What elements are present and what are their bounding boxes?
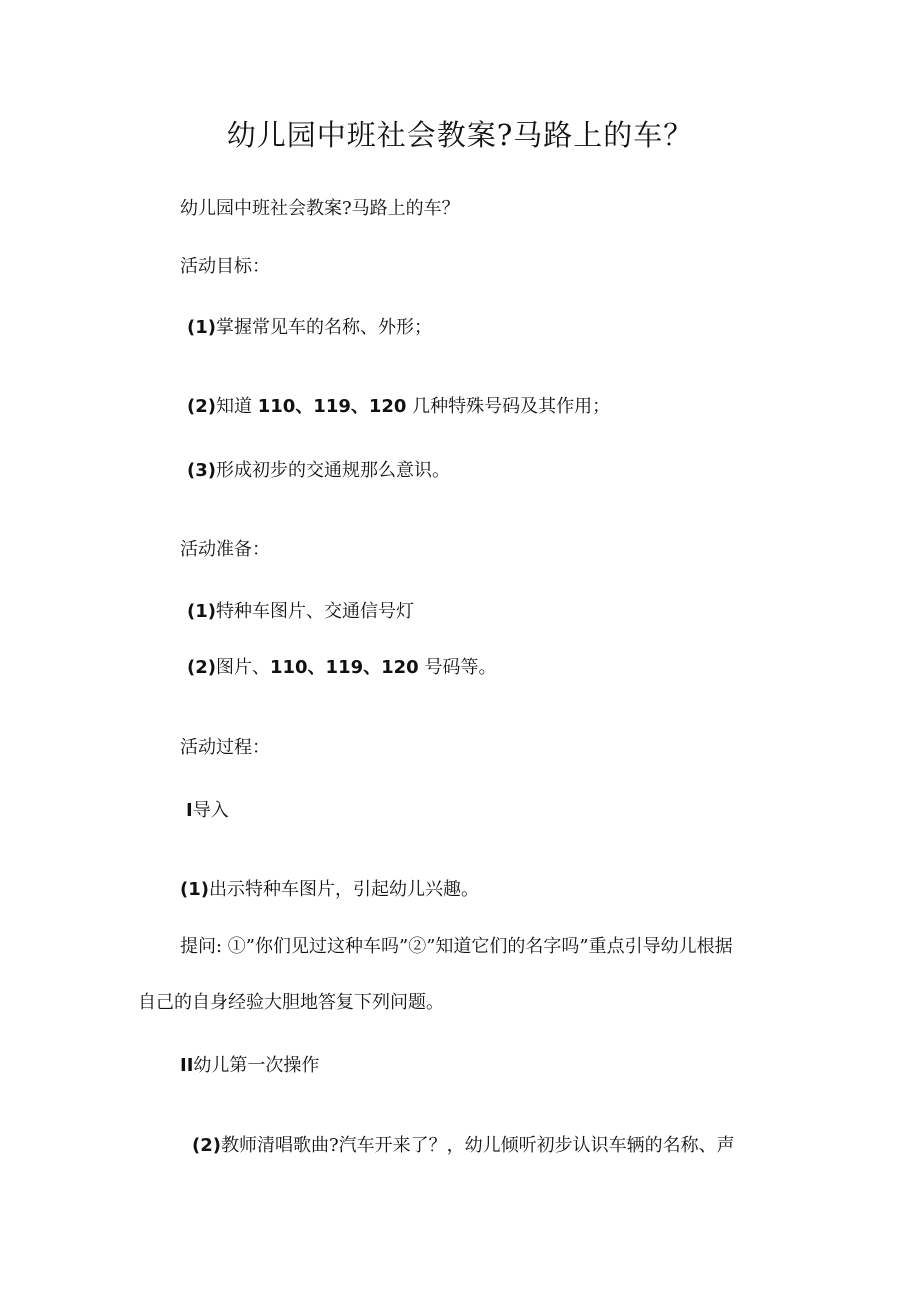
process-heading: 活动过程：: [180, 737, 270, 758]
question-line-1: 提问: ①”你们见过这种车吗”②”知道它们的名字吗”重点引导幼儿根据: [180, 936, 733, 957]
prep-item-2-text-b: 号码等。: [418, 657, 497, 678]
prep-item-2-text-a: 图片、: [215, 657, 270, 678]
prep-heading: 活动准备：: [180, 539, 270, 560]
prep-item-1: [187, 600, 414, 624]
goal-item-2-number: (2): [187, 396, 216, 417]
goal-item-1: [187, 316, 432, 340]
goal-item-2: [187, 395, 610, 419]
goal-item-2-text-b: 几种特殊号码及其作用；: [406, 396, 611, 417]
goal-item-3-number: (3): [187, 460, 216, 481]
step-1-text: 出示特种车图片，引起幼儿兴趣。: [208, 879, 479, 900]
step-1-number: (1): [180, 879, 209, 900]
goal-item-3: [187, 459, 450, 483]
prep-item-2-phone-numbers: 110、119、120: [269, 657, 419, 678]
document-subtitle: 幼儿园中班社会教案?马路上的车？: [180, 198, 460, 219]
section-1-heading: [186, 799, 229, 823]
goal-item-1-number: (1): [187, 317, 216, 338]
goals-heading: 活动目标：: [180, 256, 270, 277]
goal-item-2-text-a: 知道: [215, 396, 258, 417]
step-1: [180, 878, 479, 902]
section-2-number: II: [180, 1055, 194, 1076]
step-2-number: (2): [192, 1135, 221, 1156]
section-1-text: 导入: [192, 800, 229, 821]
step-2: [192, 1134, 735, 1158]
section-2-heading: [180, 1054, 319, 1078]
goal-item-1-text: 掌握常见车的名称、外形；: [215, 317, 432, 338]
prep-item-2-number: (2): [187, 657, 216, 678]
question-line-2: 自己的自身经验大胆地答复下列问题。: [138, 992, 444, 1013]
prep-item-2: [187, 656, 496, 680]
section-2-text: 幼儿第一次操作: [193, 1055, 320, 1076]
goal-item-2-phone-numbers: 110、119、120: [257, 396, 407, 417]
step-2-text: 教师清唱歌曲?汽车开来了？，幼儿倾听初步认识车辆的名称、声: [220, 1135, 735, 1156]
goal-item-3-text: 形成初步的交通规那么意识。: [215, 460, 450, 481]
prep-item-1-text: 特种车图片、交通信号灯: [215, 601, 414, 622]
section-1-number: I: [186, 800, 193, 821]
document-title: 幼儿园中班社会教案?马路上的车？: [226, 118, 694, 152]
prep-item-1-number: (1): [187, 601, 216, 622]
